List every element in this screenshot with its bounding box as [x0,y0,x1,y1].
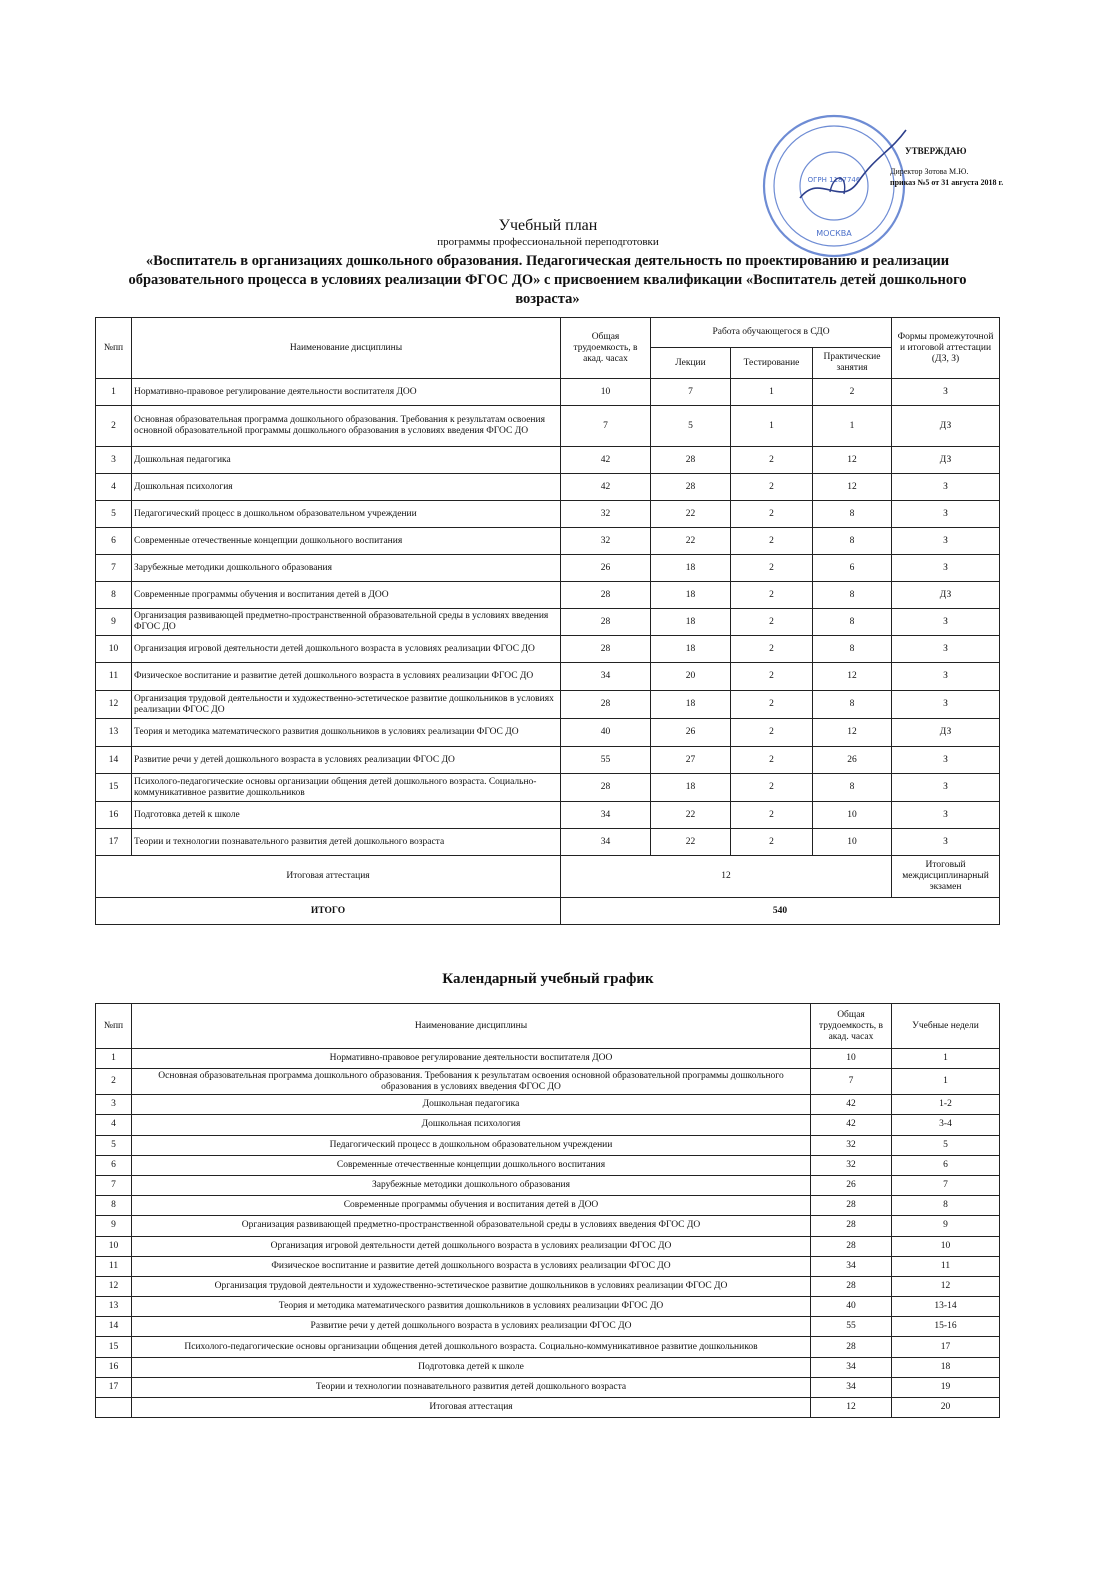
practice-hours: 12 [813,663,892,691]
table-row [96,1135,1000,1155]
total-hours: 34 [561,802,651,829]
lectures-hours: 22 [651,528,731,555]
testing-hours: 2 [731,528,813,555]
approval-director: Директор Зотова М.Ю. [890,167,969,176]
row-number: 10 [96,636,132,663]
practice-hours: 8 [813,774,892,802]
discipline-name: Психолого-педагогические основы организации общения детей дошкольного возраста. Социально-коммуникативное развитие дошкольников [132,1337,811,1357]
total-hours: 28 [561,774,651,802]
testing-hours: 1 [731,406,813,447]
plan-title: Учебный план [498,217,598,234]
discipline-name: Организация игровой деятельности детей дошкольного возраста в условиях реализации ФГОС ДО [132,1236,811,1256]
header-work: Работа обучающегося в СДО [651,318,892,348]
table-row [96,555,1000,582]
row-number: 13 [96,1297,132,1317]
lectures-hours: 20 [651,663,731,691]
study-weeks: 18 [892,1357,1000,1377]
discipline-name: Дошкольная психология [132,474,561,501]
table-row [96,663,1000,691]
testing-hours: 2 [731,555,813,582]
attestation-form: З [892,555,1000,582]
row-number: 5 [96,501,132,528]
attestation-form: З [892,829,1000,856]
row-number: 7 [96,1175,132,1195]
lectures-hours: 18 [651,774,731,802]
discipline-name: Основная образовательная программа дошкольного образования. Требования к результатам освоения основной образовательной программы дошкольного образования в условиях введения ФГОС ДО [132,1069,811,1095]
table-row [96,1357,1000,1377]
table-row [96,1115,1000,1135]
lectures-hours: 18 [651,636,731,663]
final-attestation-hours: 12 [561,856,892,898]
row-number: 14 [96,1317,132,1337]
header-forms: Формы промежуточной и итоговой аттестации (ДЗ, З) [892,318,1000,379]
cal-header-name: Наименование дисциплины [132,1004,811,1049]
total-hours: 34 [561,829,651,856]
total-hours: 10 [561,379,651,406]
row-number: 11 [96,1256,132,1276]
total-label: ИТОГО [96,898,561,925]
practice-hours: 6 [813,555,892,582]
total-hours: 32 [811,1155,892,1175]
lectures-hours: 18 [651,555,731,582]
row-number: 16 [96,1357,132,1377]
practice-hours: 12 [813,719,892,747]
discipline-name: Современные программы обучения и воспитания детей в ДОО [132,1196,811,1216]
table-row [96,1398,1000,1418]
seal-city: МОСКВА [816,229,852,238]
total-hours: 32 [561,528,651,555]
practice-hours: 8 [813,636,892,663]
discipline-name: Дошкольная педагогика [132,447,561,474]
table-row [96,829,1000,856]
discipline-name: Современные отечественные концепции дошкольного воспитания [132,528,561,555]
row-number: 11 [96,663,132,691]
table-row [96,379,1000,406]
lectures-hours: 22 [651,802,731,829]
row-number: 14 [96,747,132,774]
table-row [96,501,1000,528]
attestation-form: ДЗ [892,582,1000,609]
row-number: 4 [96,1115,132,1135]
practice-hours: 2 [813,379,892,406]
total-hours: 40 [811,1297,892,1317]
row-number: 15 [96,1337,132,1357]
study-weeks: 13-14 [892,1297,1000,1317]
total-hours: 28 [811,1236,892,1256]
row-number: 8 [96,1196,132,1216]
table-row [96,691,1000,719]
practice-hours: 8 [813,609,892,636]
total-hours: 540 [561,898,1000,925]
table-row [96,747,1000,774]
table-row [96,1337,1000,1357]
plan-subtitle: программы профессиональной переподготовки [437,236,659,248]
practice-hours: 12 [813,474,892,501]
discipline-name: Подготовка детей к школе [132,802,561,829]
table-row [96,1175,1000,1195]
row-number: 10 [96,1236,132,1256]
study-weeks: 3-4 [892,1115,1000,1135]
total-hours: 28 [811,1196,892,1216]
row-number [96,1398,132,1418]
table-row [96,447,1000,474]
testing-hours: 2 [731,447,813,474]
testing-hours: 2 [731,474,813,501]
calendar-title: Календарный учебный график [442,971,654,987]
total-hours: 28 [561,691,651,719]
attestation-form: З [892,609,1000,636]
discipline-name: Теории и технологии познавательного развития детей дошкольного возраста [132,829,561,856]
practice-hours: 26 [813,747,892,774]
table-row [96,1377,1000,1397]
study-weeks: 17 [892,1337,1000,1357]
table-row [96,406,1000,447]
discipline-name: Теория и методика математического развития дошкольников в условиях реализации ФГОС ДО [132,1297,811,1317]
attestation-form: З [892,747,1000,774]
table-row [96,774,1000,802]
row-number: 6 [96,528,132,555]
lectures-hours: 28 [651,447,731,474]
study-weeks: 1-2 [892,1095,1000,1115]
attestation-form: З [892,636,1000,663]
approval-title: УТВЕРЖДАЮ [905,146,967,156]
study-weeks: 1 [892,1049,1000,1069]
discipline-name: Дошкольная педагогика [132,1095,811,1115]
discipline-name: Организация развивающей предметно-пространственной образовательной среды в условиях введения ФГОС ДО [132,609,561,636]
header-name: Наименование дисциплины [132,318,561,379]
discipline-name: Развитие речи у детей дошкольного возраста в условиях реализации ФГОС ДО [132,1317,811,1337]
row-number: 2 [96,1069,132,1095]
practice-hours: 8 [813,582,892,609]
row-number: 12 [96,691,132,719]
testing-hours: 2 [731,636,813,663]
cal-header-total: Общая трудоемкость, в акад. часах [811,1004,892,1049]
row-number: 2 [96,406,132,447]
practice-hours: 8 [813,528,892,555]
row-number: 17 [96,829,132,856]
table-row [96,1256,1000,1276]
total-hours: 42 [561,447,651,474]
attestation-form: З [892,774,1000,802]
practice-hours: 10 [813,829,892,856]
discipline-name: Нормативно-правовое регулирование деятельности воспитателя ДОО [132,379,561,406]
table-row [96,1049,1000,1069]
table-row [96,1297,1000,1317]
discipline-name: Организация игровой деятельности детей дошкольного возраста в условиях реализации ФГОС ДО [132,636,561,663]
discipline-name: Теория и методика математического развития дошкольников в условиях реализации ФГОС ДО [132,719,561,747]
row-number: 17 [96,1377,132,1397]
study-weeks: 5 [892,1135,1000,1155]
discipline-name: Современные отечественные концепции дошкольного воспитания [132,1155,811,1175]
table-row [96,802,1000,829]
total-hours: 28 [811,1276,892,1296]
row-number: 9 [96,1216,132,1236]
table-row [96,1317,1000,1337]
row-number: 3 [96,1095,132,1115]
lectures-hours: 27 [651,747,731,774]
lectures-hours: 22 [651,829,731,856]
total-hours: 28 [811,1216,892,1236]
testing-hours: 2 [731,829,813,856]
table-row [96,1236,1000,1256]
testing-hours: 1 [731,379,813,406]
table-row [96,1196,1000,1216]
total-hours: 26 [561,555,651,582]
study-weeks: 9 [892,1216,1000,1236]
discipline-name: Современные программы обучения и воспитания детей в ДОО [132,582,561,609]
practice-hours: 8 [813,501,892,528]
lectures-hours: 18 [651,582,731,609]
row-number: 1 [96,379,132,406]
total-hours: 55 [561,747,651,774]
curriculum-table [95,317,1000,925]
discipline-name: Подготовка детей к школе [132,1357,811,1377]
row-number: 13 [96,719,132,747]
final-attestation-label: Итоговая аттестация [96,856,561,898]
study-weeks: 11 [892,1256,1000,1276]
header-total: Общая трудоемкость, в акад. часах [561,318,651,379]
study-weeks: 8 [892,1196,1000,1216]
discipline-name: Зарубежные методики дошкольного образования [132,555,561,582]
lectures-hours: 22 [651,501,731,528]
attestation-form: З [892,663,1000,691]
table-row [96,1095,1000,1115]
row-number: 3 [96,447,132,474]
table-row [96,1216,1000,1236]
total-hours: 34 [811,1256,892,1276]
study-weeks: 20 [892,1398,1000,1418]
discipline-name: Организация трудовой деятельности и художественно-эстетическое развитие дошкольников в условиях реализации ФГОС ДО [132,1276,811,1296]
lectures-hours: 18 [651,691,731,719]
total-hours: 32 [561,501,651,528]
row-number: 6 [96,1155,132,1175]
practice-hours: 1 [813,406,892,447]
total-hours: 55 [811,1317,892,1337]
row-number: 4 [96,474,132,501]
attestation-form: З [892,528,1000,555]
discipline-name: Развитие речи у детей дошкольного возраста в условиях реализации ФГОС ДО [132,747,561,774]
table-row [96,1155,1000,1175]
row-number: 5 [96,1135,132,1155]
seal-ogrn: ОГРН 1187746 [807,176,861,184]
total-hours: 7 [561,406,651,447]
cal-header-weeks: Учебные недели [892,1004,1000,1049]
testing-hours: 2 [731,663,813,691]
total-hours: 42 [811,1095,892,1115]
table-row [96,719,1000,747]
attestation-form: ДЗ [892,719,1000,747]
lectures-hours: 28 [651,474,731,501]
attestation-form: З [892,474,1000,501]
discipline-name: Итоговая аттестация [132,1398,811,1418]
lectures-hours: 7 [651,379,731,406]
discipline-name: Основная образовательная программа дошкольного образования. Требования к результатам освоения основной образовательной программы дошкольного образования в условиях введения ФГОС ДО [132,406,561,447]
study-weeks: 15-16 [892,1317,1000,1337]
header-testing: Тестирование [731,348,813,379]
row-number: 15 [96,774,132,802]
attestation-form: ДЗ [892,447,1000,474]
row-number: 8 [96,582,132,609]
discipline-name: Дошкольная психология [132,1115,811,1135]
header-practice: Практические занятия [813,348,892,379]
testing-hours: 2 [731,609,813,636]
table-row [96,474,1000,501]
table-row [96,528,1000,555]
study-weeks: 10 [892,1236,1000,1256]
total-hours: 42 [811,1115,892,1135]
testing-hours: 2 [731,774,813,802]
total-hours: 34 [811,1357,892,1377]
program-name: «Воспитатель в организациях дошкольного образования. Педагогическая деятельность по проектированию и реализации образовательного процесса в условиях реализации ФГОС ДО» с присвоением квалификации «Воспитатель детей дошкольного возраста» [128,253,967,307]
total-hours: 28 [561,609,651,636]
discipline-name: Психолого-педагогические основы организации общения детей дошкольного возраста. Социально-коммуникативное развитие дошкольников [132,774,561,802]
attestation-form: З [892,501,1000,528]
discipline-name: Зарубежные методики дошкольного образования [132,1175,811,1195]
row-number: 7 [96,555,132,582]
total-hours: 40 [561,719,651,747]
attestation-form: ДЗ [892,406,1000,447]
total-hours: 26 [811,1175,892,1195]
total-hours: 28 [561,582,651,609]
row-number: 1 [96,1049,132,1069]
attestation-form: З [892,802,1000,829]
total-hours: 34 [561,663,651,691]
practice-hours: 12 [813,447,892,474]
attestation-form: З [892,691,1000,719]
practice-hours: 10 [813,802,892,829]
row-number: 16 [96,802,132,829]
discipline-name: Физическое воспитание и развитие детей дошкольного возраста в условиях реализации ФГОС ДО [132,1256,811,1276]
lectures-hours: 26 [651,719,731,747]
lectures-hours: 5 [651,406,731,447]
table-row [96,609,1000,636]
table-row [96,636,1000,663]
row-number: 9 [96,609,132,636]
study-weeks: 6 [892,1155,1000,1175]
discipline-name: Организация развивающей предметно-пространственной образовательной среды в условиях введения ФГОС ДО [132,1216,811,1236]
total-hours: 10 [811,1049,892,1069]
study-weeks: 7 [892,1175,1000,1195]
total-hours: 34 [811,1377,892,1397]
study-weeks: 1 [892,1069,1000,1095]
table-row [96,1276,1000,1296]
header-lectures: Лекции [651,348,731,379]
cal-header-num: №пп [96,1004,132,1049]
table-row [96,582,1000,609]
calendar-table [95,1003,1000,1418]
discipline-name: Педагогический процесс в дошкольном образовательном учреждении [132,1135,811,1155]
discipline-name: Организация трудовой деятельности и художественно-эстетическое развитие дошкольников в условиях реализации ФГОС ДО [132,691,561,719]
row-number: 12 [96,1276,132,1296]
practice-hours: 8 [813,691,892,719]
study-weeks: 19 [892,1377,1000,1397]
total-hours: 28 [561,636,651,663]
testing-hours: 2 [731,802,813,829]
testing-hours: 2 [731,747,813,774]
study-weeks: 12 [892,1276,1000,1296]
testing-hours: 2 [731,719,813,747]
approval-order: приказ №5 от 31 августа 2018 г. [890,178,1004,187]
total-hours: 32 [811,1135,892,1155]
attestation-form: З [892,379,1000,406]
discipline-name: Физическое воспитание и развитие детей дошкольного возраста в условиях реализации ФГОС ДО [132,663,561,691]
discipline-name: Педагогический процесс в дошкольном образовательном учреждении [132,501,561,528]
final-attestation-form: Итоговый междисциплинарный экзамен [892,856,1000,898]
total-hours: 28 [811,1337,892,1357]
total-hours: 12 [811,1398,892,1418]
total-hours: 7 [811,1069,892,1095]
testing-hours: 2 [731,501,813,528]
header-num: №пп [96,318,132,379]
discipline-name: Теории и технологии познавательного развития детей дошкольного возраста [132,1377,811,1397]
testing-hours: 2 [731,582,813,609]
table-row [96,1069,1000,1095]
discipline-name: Нормативно-правовое регулирование деятельности воспитателя ДОО [132,1049,811,1069]
testing-hours: 2 [731,691,813,719]
lectures-hours: 18 [651,609,731,636]
total-hours: 42 [561,474,651,501]
